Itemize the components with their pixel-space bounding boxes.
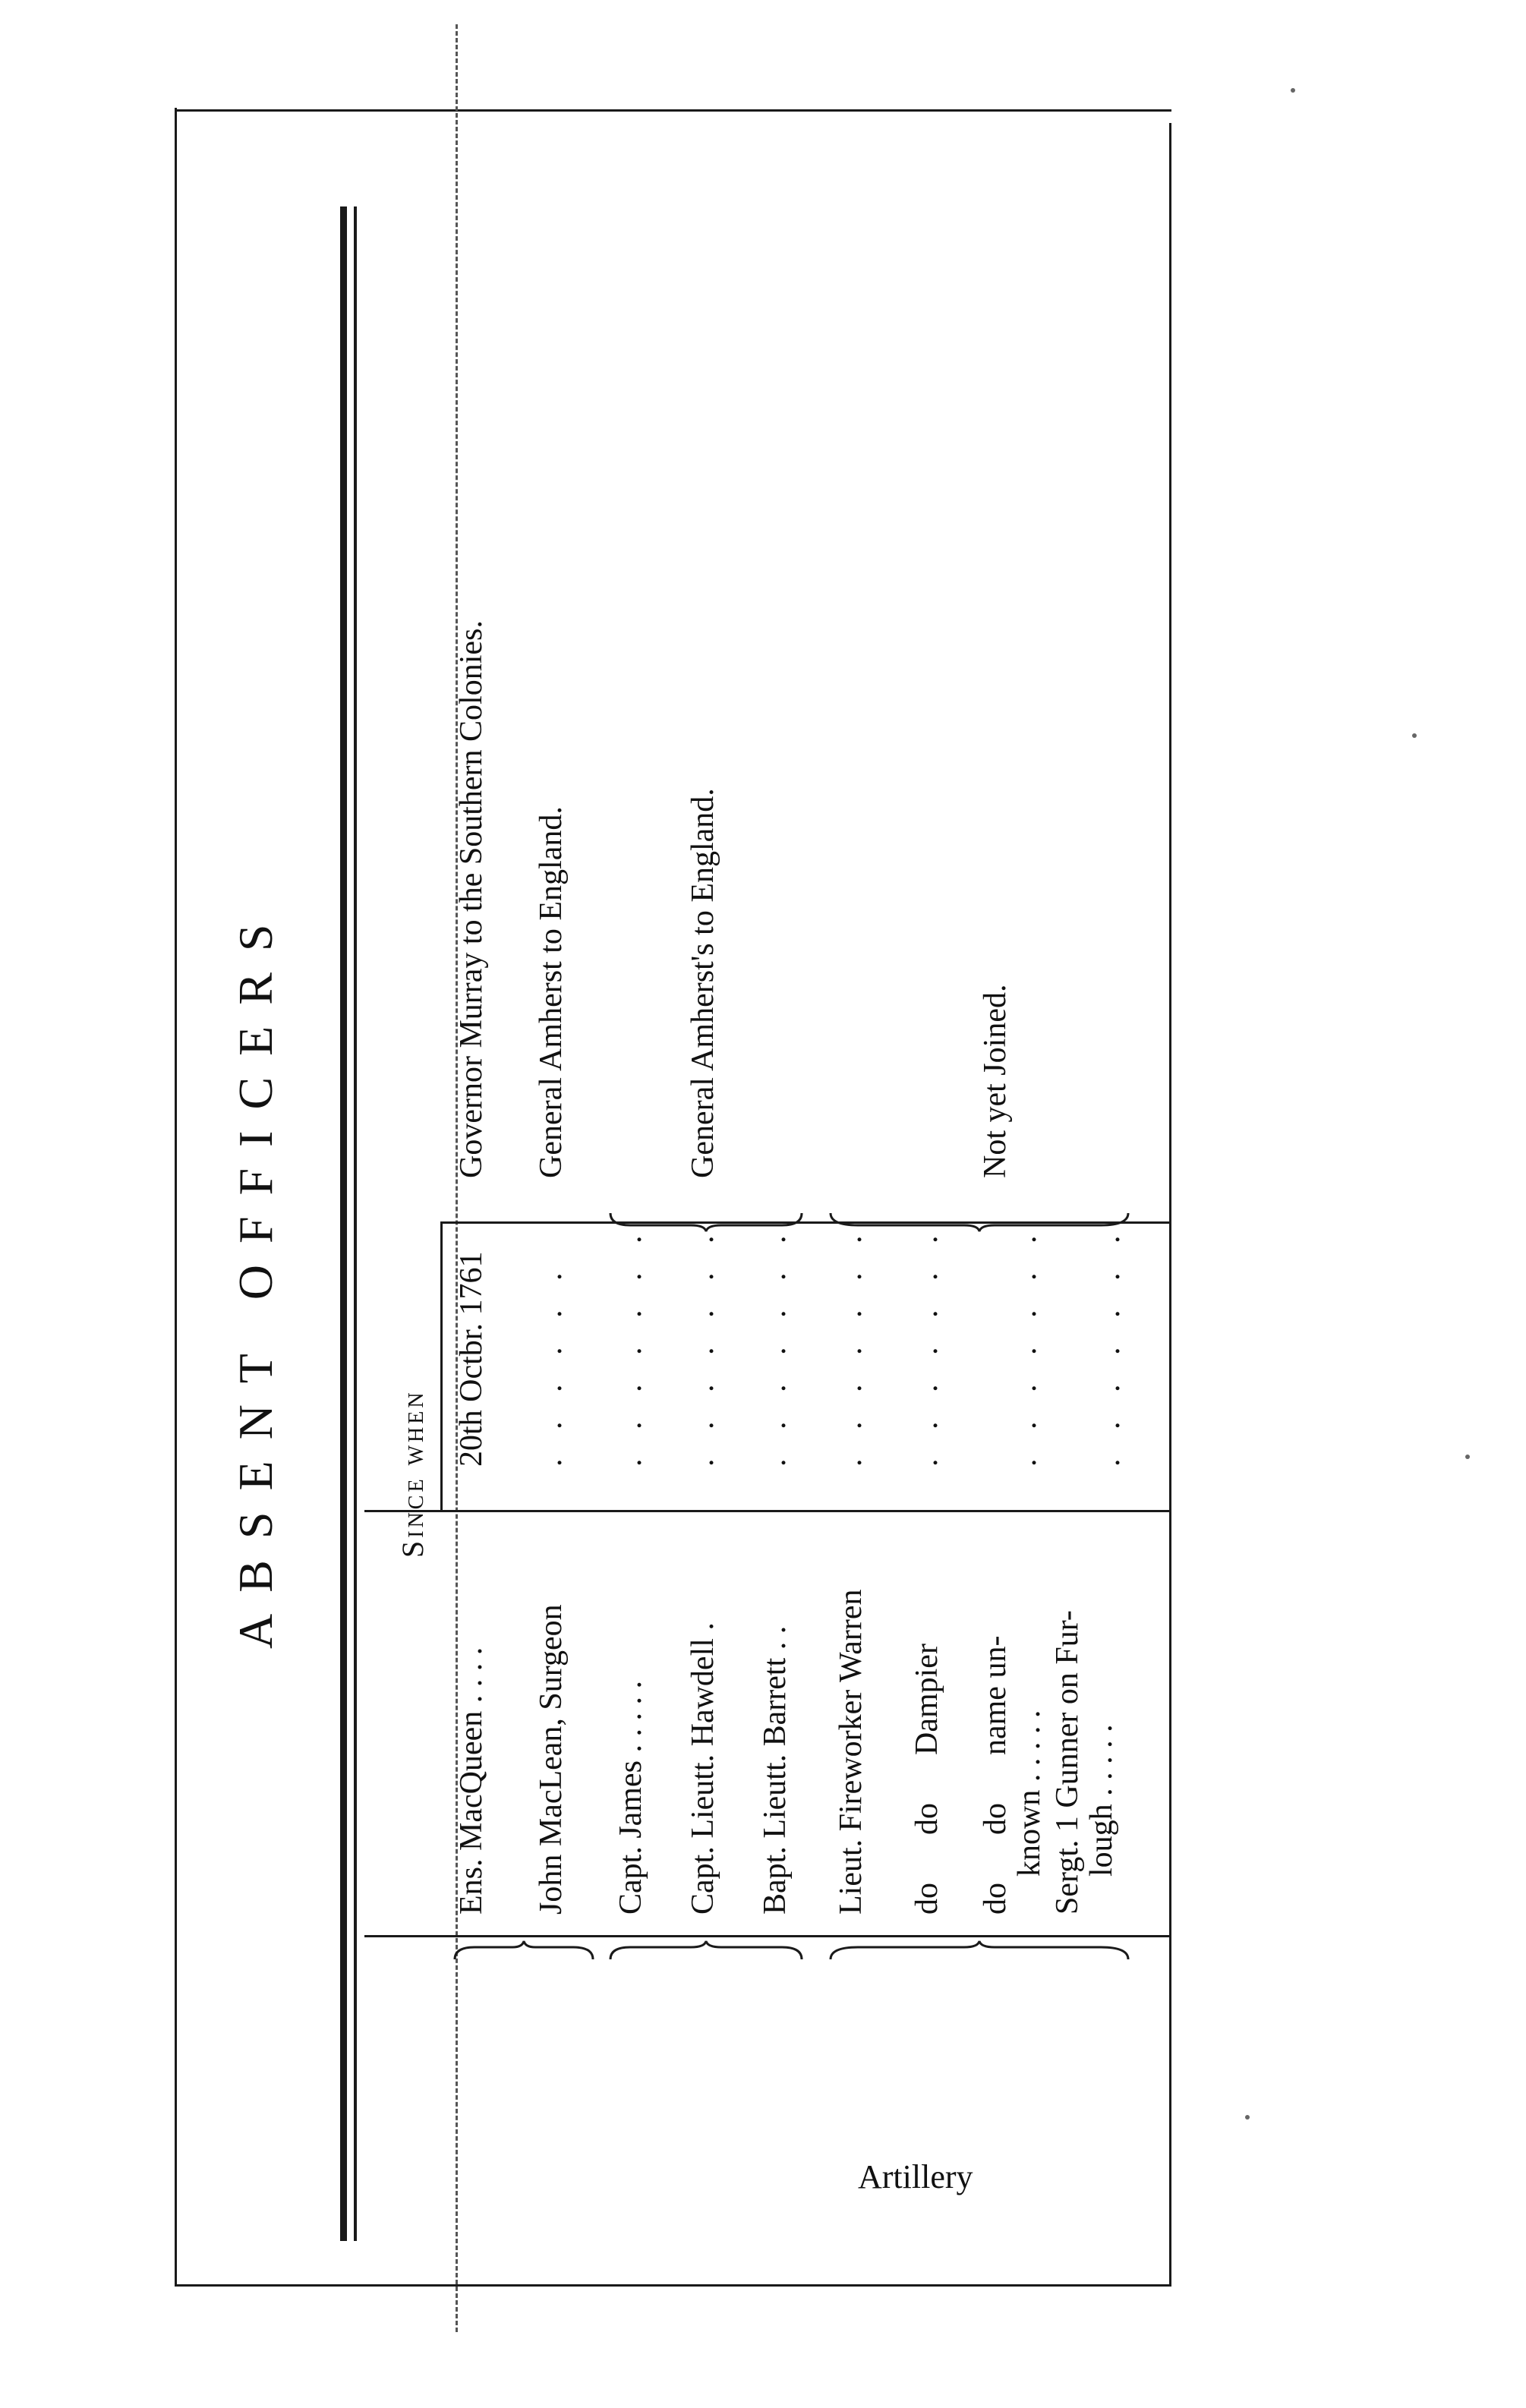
row-since-9: . . . . . . . <box>1092 1224 1127 1467</box>
frame-bottom-line <box>1169 123 1171 2287</box>
row-name-9-cont: lough . . . . . <box>1084 1724 1119 1877</box>
scan-fold-line <box>456 24 458 2332</box>
title-double-rule-2 <box>354 206 357 2241</box>
brace-remark-not-joined <box>828 1209 1131 1231</box>
row-name-1: Ens. MacQueen . . . . <box>454 1647 489 1915</box>
row-name-5: Bapt. Lieutt. Barrett . . <box>758 1625 793 1915</box>
row-since-1: 20th Octbr. 1761 <box>454 1251 489 1467</box>
scan-speck <box>1291 88 1295 93</box>
row-name-4: Capt. Lieutt. Hawdell . <box>686 1622 720 1915</box>
column-header-since-when: Since when <box>396 1389 430 1558</box>
row-name-7: do do Dampier <box>910 1644 944 1915</box>
scan-speck <box>1465 1455 1470 1459</box>
frame-top-line <box>175 108 177 2287</box>
page-title: ABSENT OFFICERS <box>229 903 282 1649</box>
row-name-2: John MacLean, Surgeon <box>534 1604 569 1915</box>
row-remark-7: Not yet Joined. <box>978 984 1013 1178</box>
row-name-9: Sergt. 1 Gunner on Fur- <box>1050 1610 1085 1915</box>
header-rule <box>440 1224 443 1512</box>
frame-right-line <box>175 109 1171 112</box>
brace-left-rows-3-5 <box>607 1941 805 1964</box>
row-name-8-cont: known . . . . . <box>1012 1710 1047 1877</box>
group-label-artillery: Artillery <box>858 2158 973 2195</box>
title-double-rule-1 <box>340 206 347 2241</box>
brace-remark-amherst <box>607 1209 805 1231</box>
row-remark-4: General Amherst's to England. <box>686 788 720 1178</box>
row-name-6: Lieut. Fireworker Warren <box>834 1589 869 1915</box>
row-since-5: . . . . . . . <box>758 1224 793 1467</box>
column-divider-since <box>364 1510 1169 1512</box>
row-since-7: . . . . . . . <box>910 1224 944 1467</box>
row-remark-1: Governor Murray to the Southern Colonies. <box>454 620 489 1178</box>
column-divider-left <box>364 1935 1169 1937</box>
row-since-2: . . . . . . <box>534 1262 569 1467</box>
scan-speck <box>1245 2115 1250 2120</box>
row-since-6: . . . . . . . <box>834 1224 869 1467</box>
row-since-3: . . . . . . . <box>613 1224 648 1467</box>
row-name-3: Capt. James . . . . . <box>613 1681 648 1915</box>
scan-speck <box>1412 733 1417 738</box>
brace-left-rows-1-2 <box>452 1941 596 1964</box>
row-since-8: . . . . . . . <box>1008 1224 1043 1467</box>
row-since-4: . . . . . . . <box>686 1224 720 1467</box>
frame-left-line <box>175 2284 1171 2287</box>
row-name-8: do do name un- <box>978 1635 1013 1915</box>
row-remark-2: General Amherst to England. <box>534 806 569 1178</box>
brace-artillery-group <box>828 1941 1131 1964</box>
